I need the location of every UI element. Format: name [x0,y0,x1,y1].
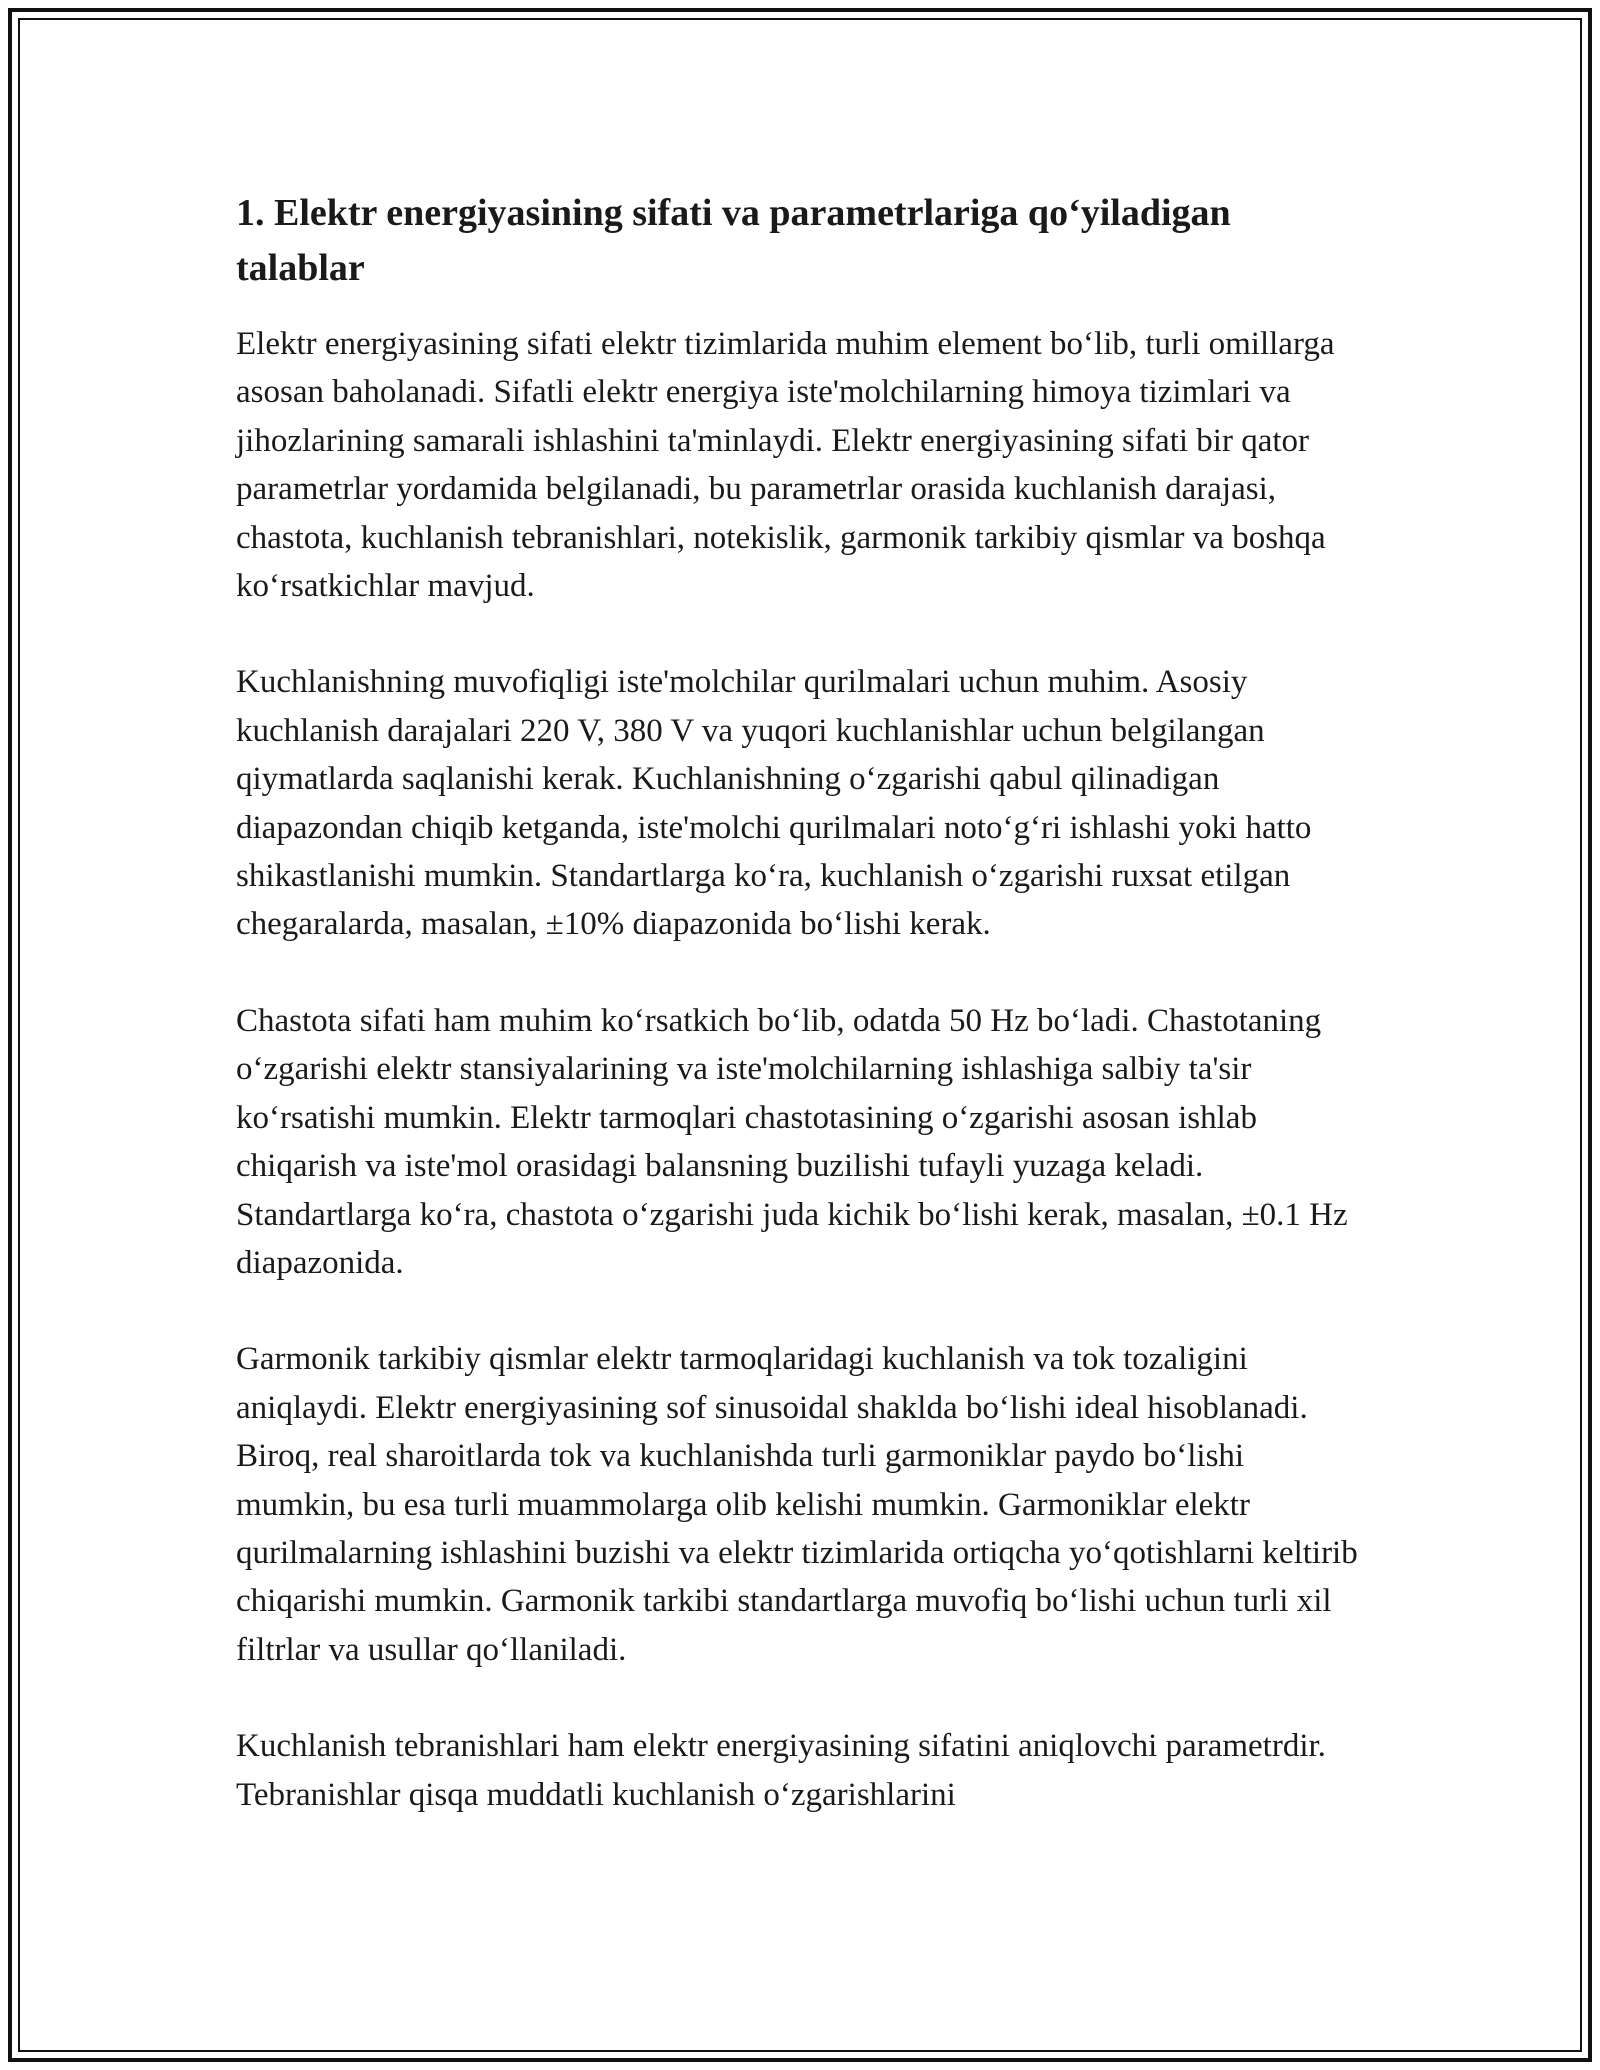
paragraph-voltage-fluctuations: Kuchlanish tebranishlari ham elektr energiyasining sifatini aniqlovchi parametrdir. Tebranishlar qisqa muddatli kuchlanish o‘zgarishlarini [236,1728,1326,1813]
paragraph-power-quality: Elektr energiyasining sifati elektr tizimlarida muhim element bo‘lib, turli omillarga asosan baholanadi. Sifatli elektr energiya iste'molchilarning himoya tizimlari va jihozlarining samarali ishlashini ta'minlaydi. Elektr energiyasining sifati bir qator parametrlar yordamida belgilanadi, bu parametrlar orasida kuchlanish darajasi, chastota, kuchlanish tebranishlari, notekislik, garmonik tarkibiy qismlar va boshqa ko‘rsatkichlar mavjud. [236,326,1335,605]
paragraph-frequency: Chastota sifati ham muhim ko‘rsatkich bo‘lib, odatda 50 Hz bo‘ladi. Chastotaning o‘zgarishi elektr stansiyalarining va iste'molchilarning ishlashiga salbiy ta'sir ko‘rsatishi mumkin. Elektr tarmoqlari chastotasining o‘zgarishi asosan ishlab chiqarish va iste'mol orasidagi balansning buzilishi tufayli yuzaga keladi. Standartlarga ko‘ra, chastota o‘zgarishi juda kichik bo‘lishi kerak, masalan, ±0.1 Hz diapazonida. [236,1002,1348,1281]
document-title: 1. Elektr energiyasining sifati va parametrlariga qo‘yiladigan talablar [236,192,1231,289]
document-body [236,186,1366,1867]
paragraph-harmonics: Garmonik tarkibiy qismlar elektr tarmoqlaridagi kuchlanish va tok tozaligini aniqlaydi. Elektr energiyasining sof sinusoidal shaklda bo‘lishi ideal hisoblanadi. Biroq, real sharoitlarda tok va kuchlanishda turli garmoniklar paydo bo‘lishi mumkin, bu esa turli muammolarga olib kelishi mumkin. Garmoniklar elektr qurilmalarning ishlashini buzishi va elektr tizimlarida ortiqcha yo‘qotishlarni keltirib chiqarishi mumkin. Garmonik tarkibi standartlarga muvofiq bo‘lishi uchun turli xil filtrlar va usullar qo‘llaniladi. [236,1341,1358,1668]
paragraph-voltage: Kuchlanishning muvofiqligi iste'molchilar qurilmalari uchun muhim. Asosiy kuchlanish darajalari 220 V, 380 V va yuqori kuchlanishlar uchun belgilangan qiymatlarda saqlanishi kerak. Kuchlanishning o‘zgarishi qabul qilinadigan diapazondan chiqib ketganda, iste'molchi qurilmalari noto‘g‘ri ishlashi yoki hatto shikastlanishi mumkin. Standartlarga ko‘ra, kuchlanish o‘zgarishi ruxsat etilgan chegaralarda, masalan, ±10% diapazonida bo‘lishi kerak. [236,664,1312,943]
